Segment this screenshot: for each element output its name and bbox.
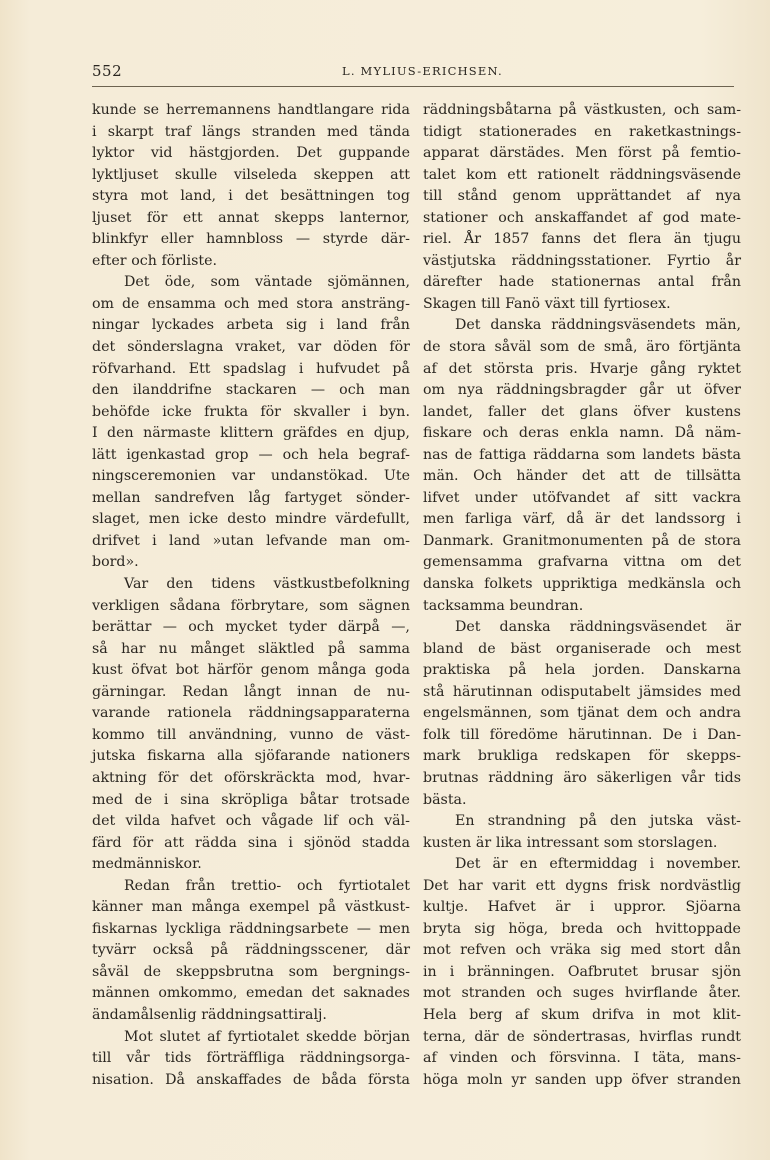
text-line: om nya räddningsbragder går ut öfver — [423, 382, 741, 399]
page-header — [92, 62, 734, 84]
text-line: tacksamma beundran. — [423, 597, 584, 614]
text-line: höga moln yr sanden upp öfver stranden — [423, 1071, 741, 1088]
text-line: danska folkets uppriktiga medkänsla och — [423, 576, 741, 593]
text-line: till vår tids förträffliga räddningsorga- — [92, 1050, 410, 1067]
text-line: En strandning på den jutska väst- — [455, 813, 741, 830]
right-text-column — [423, 100, 741, 1091]
header-rule — [92, 86, 734, 87]
text-line: af det största pris. Hvarje gång ryktet — [423, 360, 741, 377]
text-line: berättar — och mycket tyder därpå —, — [92, 619, 410, 636]
text-line: nas de fattiga räddarna som landets bästa — [423, 446, 741, 463]
text-line: såväl de skeppsbrutna som bergnings- — [92, 963, 410, 980]
text-line: blinkfyr eller hamnbloss — styrde där- — [92, 231, 410, 248]
text-line: om de ensamma och med stora ansträng- — [92, 295, 410, 312]
text-line: af vinden och försvinna. I täta, mans- — [423, 1050, 741, 1067]
text-line: mark brukliga redskapen för skepps- — [423, 748, 741, 765]
text-line: Var den tidens västkustbefolkning — [124, 576, 410, 593]
text-line: I den närmaste klittern gräfdes en djup, — [92, 425, 410, 442]
text-line: lyktljuset skulle vilseleda skeppen att — [92, 166, 410, 183]
text-line: apparat därstädes. Men först på femtio- — [423, 145, 741, 162]
text-line: ändamålsenlig räddningsattiralj. — [92, 1006, 327, 1023]
text-line: Mot slutet af fyrtiotalet skedde början — [124, 1028, 410, 1045]
text-line: terna, där de söndertrasas, hvirflas rundt — [423, 1028, 741, 1045]
text-line: Hela berg af skum drifva in mot klit- — [423, 1006, 741, 1023]
text-line: lyktor vid hästgjorden. Det guppande — [92, 145, 410, 162]
text-line: gemensamma grafvarna vittna om det — [423, 554, 741, 571]
text-line: fiskarnas lyckliga räddningsarbete — men — [92, 920, 410, 937]
text-line: gärningar. Redan långt innan de nu- — [92, 683, 410, 700]
text-line: Det danska räddningsväsendets män, — [455, 317, 741, 334]
text-line: lätt igenkastad grop — och hela begraf- — [92, 446, 410, 463]
text-line: aktning för det oförskräckta mod, hvar- — [92, 769, 410, 786]
text-line: riel. År 1857 fanns det flera än tjugu — [423, 231, 741, 248]
text-line: Danmark. Granitmonumenten på de stora — [423, 532, 741, 549]
text-line: Skagen till Fanö växt till fyrtiosex. — [423, 295, 671, 312]
text-line: männen omkommo, emedan det saknades — [92, 985, 410, 1002]
text-line: styra mot land, i det besättningen tog — [92, 188, 410, 205]
text-line: tyvärr också på räddningsscener, där — [92, 942, 410, 959]
text-line: Det har varit ett dygns frisk nordvästlig — [423, 877, 741, 894]
text-line: till stånd genom upprättandet af nya — [423, 188, 741, 205]
text-line: brutnas räddning äro säkerligen vår tids — [423, 769, 741, 786]
running-head: L. MYLIUS-ERICHSEN. — [342, 64, 503, 78]
text-line: tidigt stationerades en raketkastnings- — [423, 123, 741, 140]
text-line: slaget, men icke desto mindre värdefullt, — [92, 511, 410, 528]
text-line: i skarpt traf längs stranden med tända — [92, 123, 410, 140]
text-line: kommo till användning, vunno de väst- — [92, 726, 410, 743]
text-line: medmänniskor. — [92, 856, 202, 873]
text-line: kust öfvat bot härför genom många goda — [92, 662, 410, 679]
text-line: Det öde, som väntade sjömännen, — [124, 274, 410, 291]
text-line: röfvarhand. Ett spadslag i hufvudet på — [92, 360, 410, 377]
text-line: praktiska på hela jorden. Danskarna — [423, 662, 741, 679]
text-line: Det danska räddningsväsendet är — [455, 619, 741, 636]
text-line: ningar lyckades arbeta sig i land från — [92, 317, 410, 334]
text-line: talet kom ett rationelt räddningsväsende — [423, 166, 741, 183]
text-line: efter och förliste. — [92, 252, 218, 269]
text-line: behöfde icke frukta för skvaller i byn. — [92, 403, 410, 420]
text-line: landet, faller det glans öfver kustens — [423, 403, 741, 420]
text-line: men farliga värf, då är det landssorg i — [423, 511, 741, 528]
text-line: män. Och händer det att de tillsätta — [423, 468, 741, 485]
text-line: verkligen sådana förbrytare, som sägnen — [92, 597, 410, 614]
text-line: stå härutinnan odisputabelt jämsides med — [423, 683, 741, 700]
text-line: varande rationela räddningsapparaterna — [92, 705, 410, 722]
text-line: bryta sig höga, breda och hvittoppade — [423, 920, 741, 937]
text-line: räddningsbåtarna på västkusten, och sam- — [423, 102, 741, 118]
page-number: 552 — [92, 62, 123, 80]
text-line: engelsmännen, som tjänat dem och andra — [423, 705, 741, 722]
text-line: kunde se herremannens handtlangare rida — [92, 102, 410, 118]
text-line: den ilanddrifne stackaren — och man — [92, 382, 410, 399]
text-line: mellan sandrefven låg fartyget sönder- — [92, 489, 410, 506]
text-line: bord». — [92, 554, 139, 571]
text-line: nisation. Då anskaffades de båda första — [92, 1071, 410, 1088]
text-line: kusten är lika intressant som storslagen. — [423, 834, 718, 851]
text-line: ljuset för ett annat skepps lanternor, — [92, 209, 410, 226]
text-line: mot stranden och suges hvirflande åter. — [423, 985, 741, 1002]
text-line: känner man många exempel på västkust- — [92, 899, 410, 916]
text-line: så har nu månget släktled på samma — [92, 640, 410, 657]
text-line: mot refven och vräka sig med stort dån — [423, 942, 741, 959]
text-line: lifvet under utöfvandet af sitt vackra — [423, 489, 741, 506]
text-line: folk till föredöme härutinnan. De i Dan- — [423, 726, 741, 743]
text-line: bland de bäst organiserade och mest — [423, 640, 741, 657]
text-line: drifvet i land »utan lefvande man om- — [92, 532, 410, 549]
text-line: de stora såväl som de små, äro förtjänta — [423, 339, 741, 356]
text-line: det sönderslagna vraket, var döden för — [92, 339, 410, 356]
text-line: Det är en eftermiddag i november. — [455, 856, 741, 873]
text-line: stationer och anskaffandet af god mate- — [423, 209, 741, 226]
text-line: ningsceremonien var undanstökad. Ute — [92, 468, 410, 485]
text-line: västjutska räddningsstationer. Fyrtio år — [423, 252, 741, 269]
text-line: fiskare och deras enkla namn. Då näm- — [423, 425, 741, 442]
text-line: färd för att rädda sina i sjönöd stadda — [92, 834, 410, 851]
text-line: det vilda hafvet och vågade lif och väl- — [92, 813, 410, 830]
text-line: jutska fiskarna alla sjöfarande nationers — [92, 748, 410, 765]
text-line: bästa. — [423, 791, 467, 808]
text-line: Redan från trettio- och fyrtiotalet — [124, 877, 410, 894]
text-line: med de i sina skröpliga båtar trotsade — [92, 791, 410, 808]
text-line: in i bränningen. Oafbrutet brusar sjön — [423, 963, 741, 980]
text-line: kultje. Hafvet är i uppror. Sjöarna — [423, 899, 741, 916]
left-text-column — [92, 100, 410, 1091]
text-line: därefter hade stationernas antal från — [423, 274, 741, 291]
